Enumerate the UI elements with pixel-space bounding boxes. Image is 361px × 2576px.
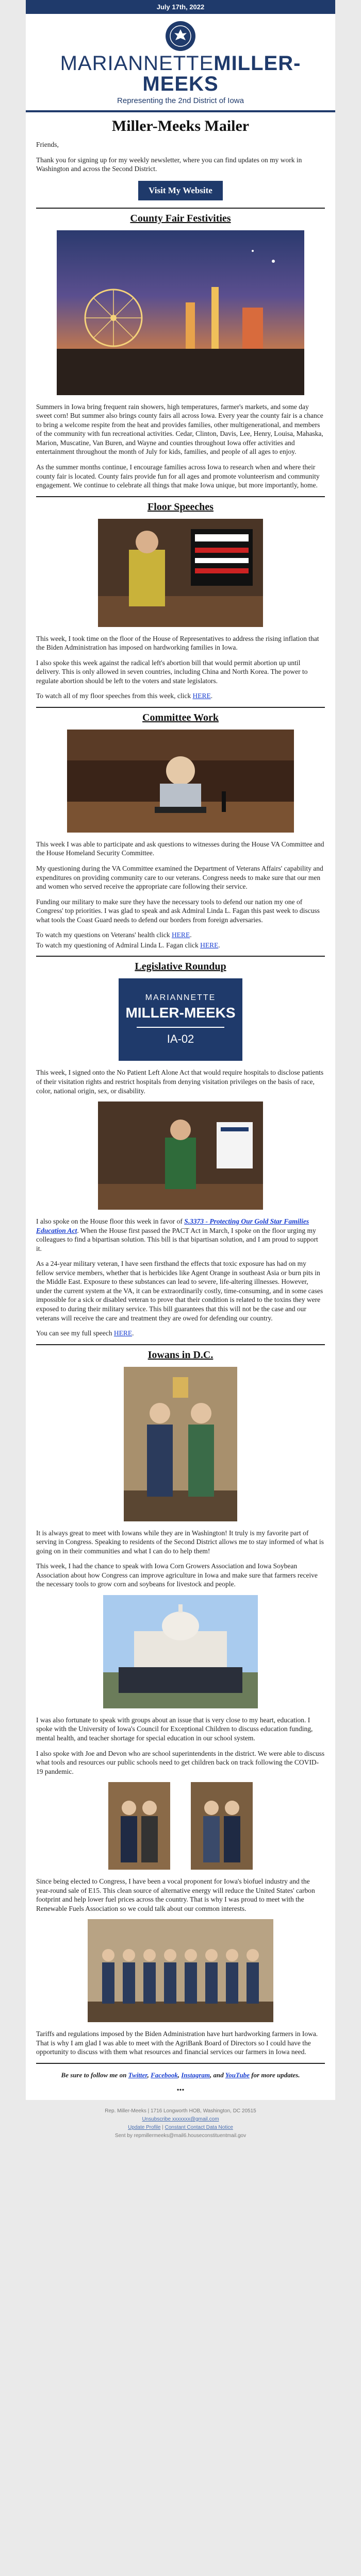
logo-last-name: MILLER-MEEKS bbox=[142, 52, 301, 95]
congress-seal-icon bbox=[166, 21, 195, 51]
floor-p3-end: . bbox=[210, 692, 213, 700]
follow-text: Be sure to follow me on bbox=[61, 2071, 128, 2079]
dc-paragraph-1: It is always great to meet with Iowans while they are in Washington! It truly is my favorite part of serving in Congress. Speaking to residents of the Second District allows me to stay informed of what is going on in their communities and what I can do to help them! bbox=[36, 1529, 324, 1555]
dc-paragraph-3: I was also fortunate to speak with groups about an issue that is very close to my heart, education. I spoke with the University of Iowa's Council for Exceptional Children to discuss education funding, mental health, and teacher shortage for special education in our school system. bbox=[36, 1716, 313, 1742]
floor-p3-text: To watch all of my floor speeches from this week, click bbox=[36, 692, 193, 700]
legislative-p4-text: You can see my full speech bbox=[36, 1329, 114, 1337]
section-title-iowans-in-dc: Iowans in D.C. bbox=[147, 1349, 214, 1361]
committee-p4-end: . bbox=[190, 931, 192, 939]
floor-paragraph-3 bbox=[36, 691, 325, 701]
logo-name bbox=[26, 53, 335, 94]
admiral-fagan-link[interactable]: HERE bbox=[200, 941, 219, 949]
legislative-p2-text: I also spoke on the House floor this week in favor of bbox=[36, 1217, 185, 1226]
logo-block bbox=[26, 14, 335, 110]
twitter-link[interactable]: Twitter bbox=[128, 2071, 147, 2079]
floor-speeches-link[interactable]: HERE bbox=[192, 692, 211, 700]
follow-end: for more updates. bbox=[249, 2071, 300, 2079]
committee-p5-end: . bbox=[218, 941, 220, 949]
date-bar: July 17th, 2022 bbox=[26, 0, 335, 14]
section-title-committee-work: Committee Work bbox=[142, 711, 219, 723]
legislative-paragraph-1: This week, I signed onto the No Patient Left Alone Act that would require hospitals to disclose patients of their visitation rights and restrict hospitals from denying visitation privileges on the basis of race, color, national origin, sex, or disability. bbox=[36, 1069, 324, 1095]
legislative-p4-end: . bbox=[132, 1329, 134, 1337]
county-fair-photo bbox=[57, 230, 304, 395]
social-follow: Be sure to follow me on Twitter, Facebook, Instagram, and YouTube for more updates. bbox=[61, 2071, 300, 2079]
mailer-title: Miller-Meeks Mailer bbox=[111, 117, 250, 134]
divider bbox=[36, 1344, 325, 1345]
floor-paragraph-2: I also spoke this week against the radical left's abortion bill that would permit abortion up until delivery. This is only allowed in seven countries, including China and North Korea. The power to regulate abortion should be left to the voters and state legislators. bbox=[36, 658, 308, 685]
committee-paragraph-3: Funding our military to make sure they have the necessary tools to defend our nation my one of Congress' top priorities. I was glad to speak and ask Admiral Linda L. Fagan this past week to discuss what tools the Coast Guard needs to defend our borders from foreign adversaries. bbox=[36, 897, 320, 924]
footer-address: Rep. Miller-Meeks | 1716 Longworth HOB, Washington, DC 20515 bbox=[105, 2108, 256, 2114]
legislative-p2-end: . When the House first passed the PACT Act in March, I spoke on the floor urging my colleagues to find a bipartisan solution. This bill is that bipartisan solution, and I am proud to support it. bbox=[36, 1226, 318, 1252]
newsletter bbox=[26, 0, 335, 2100]
superintendent-photo-right bbox=[191, 1782, 253, 1870]
corn-growers-photo bbox=[124, 1367, 237, 1521]
legislative-paragraph-2 bbox=[36, 1217, 325, 1253]
section-title-legislative-roundup: Legislative Roundup bbox=[135, 961, 226, 973]
committee-p4-text: To watch my questions on Veterans' health click bbox=[36, 931, 172, 939]
divider bbox=[36, 707, 325, 708]
divider bbox=[36, 2063, 325, 2064]
committee-p5-text: To watch my questioning of Admiral Linda L. Fagan click bbox=[36, 941, 201, 949]
committee-photo bbox=[67, 730, 294, 833]
logo-tagline: Representing the 2nd District of Iowa bbox=[117, 96, 244, 105]
constant-contact-notice-link[interactable]: Constant Contact Data Notice bbox=[165, 2125, 233, 2130]
banner-rule bbox=[137, 1027, 224, 1028]
banner-first-name: MARIANNETTE bbox=[145, 993, 216, 1003]
committee-paragraph-5 bbox=[36, 941, 325, 950]
footer-sent-by: Sent by repmillermeeks@mail6.houseconstituentmail.gov bbox=[114, 2133, 247, 2139]
divider bbox=[36, 956, 325, 957]
superintendent-photo-left bbox=[108, 1782, 170, 1870]
section-title-floor-speeches: Floor Speeches bbox=[147, 501, 214, 513]
floor-speech-photo bbox=[98, 519, 263, 627]
dc-paragraph-2: This week, I had the chance to speak with Iowa Corn Growers Association and Iowa Soybean Association about how Congress can improve agriculture in Iowa and make sure that farmers receive the necessary tools to grow corn and soybeans for livestock and people. bbox=[36, 1562, 318, 1588]
email-footer bbox=[26, 2100, 335, 2145]
legislative-paragraph-4 bbox=[36, 1329, 325, 1338]
footer-unsubscribe bbox=[26, 2115, 335, 2124]
greeting: Friends, bbox=[36, 141, 59, 148]
legislative-paragraph-3: As a 24-year military veteran, I have seen firsthand the effects that toxic exposure has had on my fellow service members, whether that is herbicides like Agent Orange in southeast Asia or burn pits in the Middle East. Exposure to these substances can lead to severe, life-altering illnesses. However, under the current system at the VA, it can be extraordinarily costly, time-consuming, and in some cases impossible for a sick or disabled veteran to prove that their condition is related to the toxins they were exposed to during their military service. This bill guarantees that this will not be the case and our veterans will receive the care and treatment they are owed for defending our country. bbox=[36, 1260, 323, 1322]
divider bbox=[36, 496, 325, 497]
update-profile-link[interactable]: Update Profile bbox=[128, 2125, 161, 2130]
facebook-link[interactable]: Facebook bbox=[151, 2071, 178, 2079]
content bbox=[26, 140, 335, 2064]
veterans-health-link[interactable]: HERE bbox=[171, 931, 190, 939]
full-speech-link[interactable]: HERE bbox=[113, 1329, 133, 1337]
superintendents-photos bbox=[36, 1782, 325, 1870]
banner-last-name: MILLER-MEEKS bbox=[125, 1005, 236, 1021]
house-floor-photo bbox=[98, 1101, 263, 1210]
section-title-county-fair: County Fair Festivities bbox=[130, 212, 231, 224]
footer-profile-links: Update Profile | Constant Contact Data Notice bbox=[128, 2125, 233, 2130]
dc-paragraph-6: Tariffs and regulations imposed by the Biden Administration have hurt hardworking farmers in Iowa. That is why I am glad I was able to meet with the AgriBank Board of Directors so I could have the opportunity to discuss with them what resources and financial services our farmers in Iowa need. bbox=[36, 2030, 318, 2056]
agribank-photo bbox=[88, 1919, 273, 2022]
district-banner bbox=[119, 978, 242, 1061]
unsubscribe-link[interactable]: Unsubscribe xxxxxxx@gmail.com bbox=[142, 2116, 219, 2122]
fair-paragraph-2: As the summer months continue, I encourage families across Iowa to research when and where their county fair is located. County fairs provide fun for all ages and promote volunteerism and community engagement. We continue to celebrate all things that make Iowa unique, but more importantly, home. bbox=[36, 463, 320, 489]
committee-paragraph-2: My questioning during the VA Committee examined the Department of Veterans Affairs' capability and expenditures on providing community care to our veterans. Congress needs to make sure that our men and women who served receive the appropriate care following their service. bbox=[36, 865, 323, 891]
committee-paragraph-1: This week I was able to participate and ask questions to witnesses during the House VA Committee and the House Homeland Security Committee. bbox=[36, 840, 324, 857]
visit-website-button[interactable]: Visit My Website bbox=[138, 181, 223, 200]
banner-district: IA-02 bbox=[167, 1032, 194, 1045]
youtube-link[interactable]: YouTube bbox=[225, 2071, 250, 2079]
instagram-link[interactable]: Instagram bbox=[181, 2071, 210, 2079]
fair-paragraph-1: Summers in Iowa bring frequent rain showers, high temperatures, farmer's markets, and some day sweet corn! But summer also brings county fairs all across Iowa. Every year the county fair is a chance to bring a welcome respite from the heat and provides families, other multigenerational, and members of the community with fun recreational activities. Cedar, Clinton, Davis, Lee, Henry, Louisa, Mahaska, Marion, Muscatine, Van Buren, and Wayne and counties throughout Iowa offer activities and entertainment throughout the month of July for kids, families, and people of all ages to enjoy. bbox=[36, 402, 323, 456]
dc-paragraph-5: Since being elected to Congress, I have been a vocal proponent for Iowa's biofuel industry and the year-round sale of E15. This clean source of alternative energy will reduce the United States' carbon footprint and help lower fuel prices across the country. That is why I was proud to meet with the Renewable Fuels Association so we could talk about our common interests. bbox=[36, 1877, 315, 1912]
capitol-group-photo bbox=[103, 1595, 258, 1708]
intro-text: Thank you for signing up for my weekly newsletter, where you can find updates on my work in Washington and across the Second District. bbox=[36, 156, 302, 173]
floor-paragraph-1: This week, I took time on the floor of the House of Representatives to address the rising inflation that the Biden Administration has imposed on hardworking families in Iowa. bbox=[36, 634, 319, 652]
committee-paragraph-4 bbox=[36, 930, 325, 940]
divider bbox=[36, 208, 325, 209]
gold-star-act-link[interactable]: S.3373 - Protecting Our Gold Star Families Education Act bbox=[36, 1217, 309, 1234]
dc-paragraph-4: I also spoke with Joe and Devon who are school superintendents in the district. We were able to discuss what tools and resources our public schools need to get children back on track following the COVID-19 pandemic. bbox=[36, 1749, 325, 1775]
logo-first-name: MARIANNETTE bbox=[60, 52, 214, 75]
header-divider bbox=[26, 110, 335, 112]
footer-dots: ••• bbox=[176, 2087, 185, 2094]
